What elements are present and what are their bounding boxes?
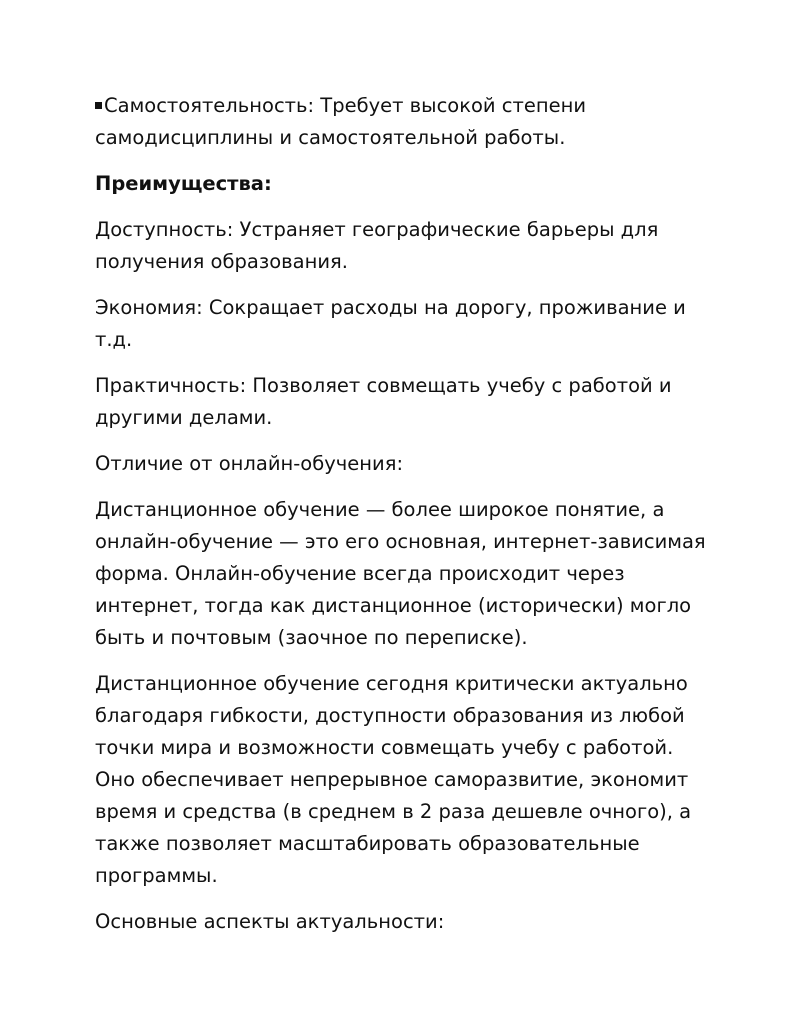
aspects-heading: Основные аспекты актуальности:	[95, 910, 445, 933]
relevance-paragraph: Дистанционное обучение сегодня критически актуально благодаря гибкости, доступности образования из любой точки мира и возможности совмещать учебу с работой. Оно обеспечивает непрерывное саморазвитие, экономит время и средства (в среднем в 2 раза дешевле очного), а также позволяет масштабировать образовательные программы.	[95, 672, 692, 887]
advantages-heading: Преимущества:	[95, 172, 272, 195]
square-bullet-icon	[95, 102, 102, 109]
advantage-accessibility: Доступность: Устраняет географические барьеры для получения образования.	[95, 218, 659, 273]
advantage-economy: Экономия: Сокращает расходы на дорогу, проживание и т.д.	[95, 296, 686, 351]
advantage-practicality: Практичность: Позволяет совмещать учебу с работой и другими делами.	[95, 374, 672, 429]
independence-bullet	[95, 90, 710, 154]
difference-paragraph: Дистанционное обучение — более широкое понятие, а онлайн-обучение — это его основная, интернет-зависимая форма. Онлайн-обучение всегда происходит через интернет, тогда как дистанционное (исторически) могло быть и почтовым (заочное по переписке).	[95, 498, 706, 649]
difference-heading: Отличие от онлайн-обучения:	[95, 452, 404, 475]
independence-bullet-text: Самостоятельность: Требует высокой степени самодисциплины и самостоятельной работы.	[95, 94, 587, 149]
